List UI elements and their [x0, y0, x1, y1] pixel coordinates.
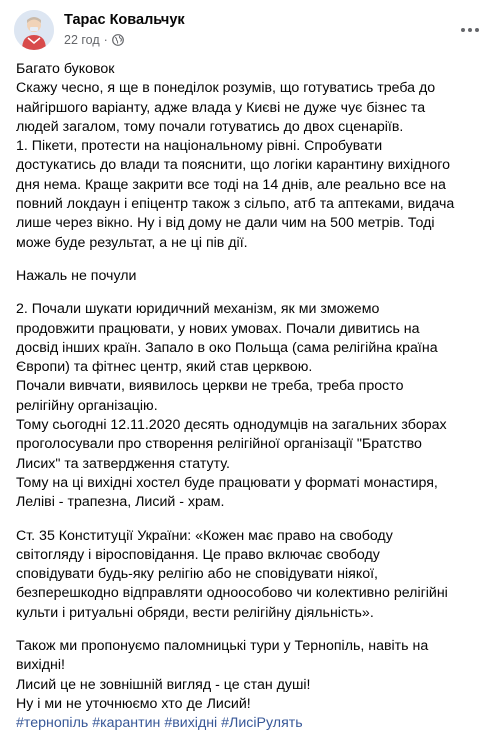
text-line: найгіршого варіанту, адже влада у Києві не дуже чує бізнес та: [16, 99, 426, 116]
text-line: Також ми пропонуємо паломницькі тури у Тернопіль, навіть на: [16, 638, 429, 655]
paragraph-gap: [16, 513, 480, 527]
text-line: Багато буковок: [16, 61, 115, 77]
paragraph-gap: [16, 286, 480, 300]
text-line: Нажаль не почули: [16, 267, 137, 284]
text-line: сповідувати будь-яку релігію або не сповідувати ніякої,: [16, 566, 378, 583]
text-line: достукатись до влади та пояснити, що логіки карантину вихідного: [16, 157, 451, 174]
post-header: [14, 10, 484, 54]
hashtag-link[interactable]: #ЛисіРулять: [221, 715, 303, 732]
text-line: Лисий це не зовнішній вигляд - це стан душі!: [16, 676, 311, 693]
text-line: досвід інших країн. Запало в око Польща (сама релігійна країна: [16, 339, 438, 356]
text-line: може буде результат, а не ці пів дії.: [16, 234, 248, 251]
post-timestamp[interactable]: 22 год: [64, 33, 100, 47]
text-line: дня нема. Краще закрити все тоді на 14 днів, але реально все на: [16, 176, 446, 193]
text-line: Тому сьогодні 12.11.2020 десять однодумців на загальних зборах: [16, 417, 447, 434]
paragraph-not-heard: [16, 267, 480, 286]
post-meta: [64, 33, 124, 47]
text-line: 2. Почали шукати юридичний механізм, як ми зможемо: [16, 301, 380, 318]
text-line: проголосували про створення релігійної організації "Братство: [16, 436, 422, 453]
text-line: безперешкодно відправляти одноособово чи колективно релігійні: [16, 585, 448, 602]
text-line: релігійну організацію.: [16, 397, 158, 414]
paragraph-intro: [16, 60, 480, 253]
hashtag-list: [16, 714, 480, 733]
text-line: лише через вікно. Ну і від дому не дали чим на 500 метрів. Тоді: [16, 215, 435, 232]
text-line: світогляду і віросповідання. Це право включає свободу: [16, 546, 380, 563]
paragraph-legal: [16, 300, 480, 512]
more-horizontal-icon: [460, 27, 480, 33]
paragraph-gap: [16, 623, 480, 637]
paragraph-offer: [16, 637, 480, 733]
text-line: повний локдаун і епіцентр також з сільпо, атб та аптеками, видача: [16, 196, 455, 213]
text-line: вихідні!: [16, 657, 65, 674]
post-text: [16, 60, 480, 734]
text-line: людей загалом, тому почали готуватись до двох сценаріїв.: [16, 118, 404, 135]
text-line: культи і ритуальні обряди, вести релігійну діяльність».: [16, 604, 374, 621]
text-line: Європи) та фітнес центр, який став церквою.: [16, 359, 313, 376]
hashtag-link[interactable]: #тернопіль: [16, 715, 89, 732]
text-line: Скажу чесно, я ще в понеділок розумів, що готуватись треба до: [16, 80, 436, 97]
text-line: продовжити працювати, у нових умовах. Почали дивитись на: [16, 320, 420, 337]
hashtag-link[interactable]: #вихідні: [164, 715, 218, 732]
meta-separator: ·: [103, 33, 108, 47]
avatar[interactable]: [14, 10, 54, 50]
text-line: Ну і ми не уточнюємо хто де Лисий!: [16, 695, 251, 712]
more-options-button[interactable]: [456, 16, 484, 44]
text-line: Почали вивчати, виявилось церкви не треба, треба просто: [16, 378, 404, 395]
text-line: Ст. 35 Конституції України: «Кожен має право на свободу: [16, 527, 393, 544]
paragraph-constitution: [16, 527, 480, 623]
author-name[interactable]: Тарас Ковальчук: [64, 12, 185, 28]
globe-icon[interactable]: [112, 34, 124, 46]
text-line: Лисих" та затвердження статуту.: [16, 455, 230, 472]
paragraph-gap: [16, 253, 480, 267]
text-line: 1. Пікети, протести на національному рівні. Спробувати: [16, 138, 383, 155]
text-line: Леліві - трапезна, Лисий - храм.: [16, 494, 225, 511]
hashtag-link[interactable]: #карантин: [92, 715, 161, 732]
avatar-image: [14, 10, 54, 50]
text-line: Тому на ці вихідні хостел буде працювати у форматі монастиря,: [16, 474, 438, 491]
